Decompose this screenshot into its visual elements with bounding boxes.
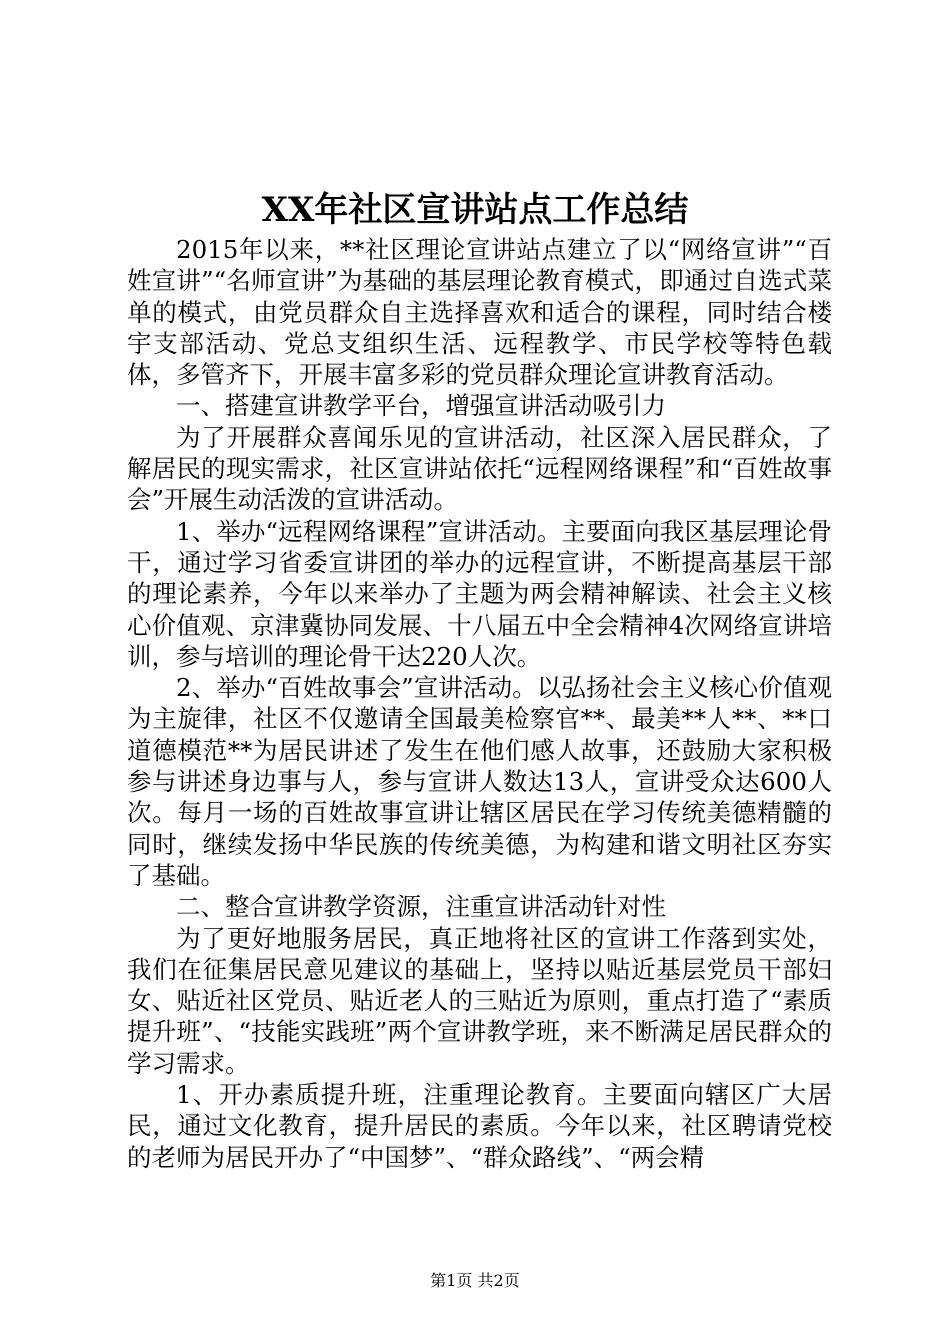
paragraph: 1、开办素质提升班，注重理论教育。主要面向辖区广大居民，通过文化教育，提升居民的素质。今年以来，社区聘请党校的老师为居民开办了“中国梦”、“群众路线”、“两会精 <box>127 1080 832 1172</box>
paragraph-intro: 2015年以来，**社区理论宣讲站点建立了以“网络宣讲”“百姓宣讲”“名师宣讲”为基础的基层理论教育模式，即通过自选式菜单的模式，由党员群众自主选择喜欢和适合的课程，同时结合楼宇支部活动、党总支组织生活、远程教学、市民学校等特色载体，多管齐下，开展丰富多彩的党员群众理论宣讲教育活动。 <box>127 235 832 390</box>
page-number-footer: 第1页 共2页 <box>430 1271 520 1290</box>
document-body <box>127 234 832 1173</box>
paragraph: 为了开展群众喜闻乐见的宣讲活动，社区深入居民群众，了解居民的现实需求，社区宣讲站依托“远程网络课程”和“百姓故事会”开展生动活泼的宣讲活动。 <box>127 422 832 515</box>
section-heading-2: 二、整合宣讲教学资源，注重宣讲活动针对性 <box>176 892 666 922</box>
paragraph: 为了更好地服务居民，真正地将社区的宣讲工作落到实处，我们在征集居民意见建议的基础上，坚持以贴近基层党员干部妇女、贴近社区党员、贴近老人的三贴近为原则，重点打造了“素质提升班”、“技能实践班”两个宣讲教学班，来不断满足居民群众的学习需求。 <box>127 923 832 1078</box>
paragraph: 1、举办“远程网络课程”宣讲活动。主要面向我区基层理论骨干，通过学习省委宣讲团的举办的远程宣讲，不断提高基层干部的理论素养，今年以来举办了主题为两会精神解读、社会主义核心价值观、京津冀协同发展、十八届五中全会精神4次网络宣讲培训，参与培训的理论骨干达220人次。 <box>127 516 832 671</box>
section-heading-1: 一、搭建宣讲教学平台，增强宣讲活动吸引力 <box>176 391 666 421</box>
paragraph: 2、举办“百姓故事会”宣讲活动。以弘扬社会主义核心价值观为主旋律，社区不仅邀请全国最美检察官**、最美**人**、**口道德模范**为居民讲述了发生在他们感人故事，还鼓励大家积极参与讲述身边事与人，参与宣讲人数达13人，宣讲受众达600人次。每月一场的百姓故事宣讲让辖区居民在学习传统美德精髓的同时，继续发扬中华民族的传统美德，为构建和谐文明社区夯实了基础。 <box>127 673 832 890</box>
document-title: XX年社区宣讲站点工作总结 <box>261 190 689 230</box>
